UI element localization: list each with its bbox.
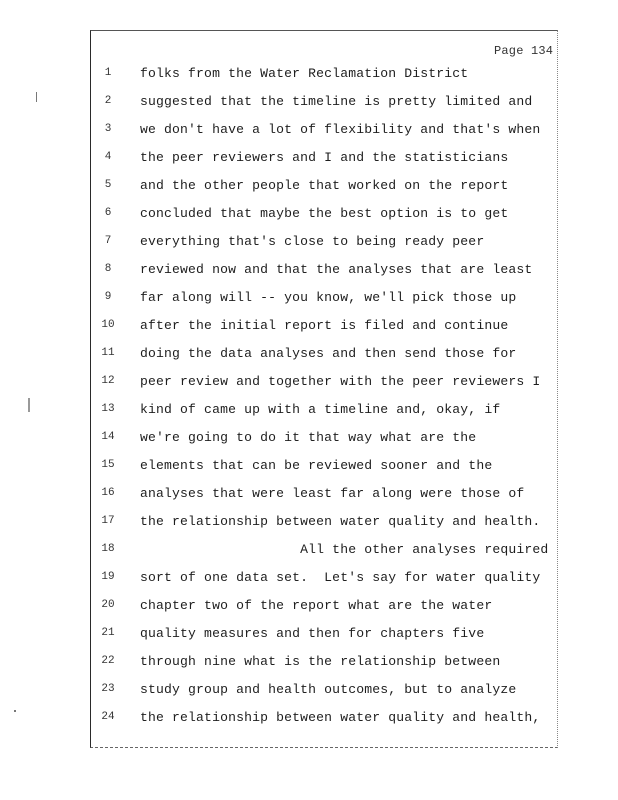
line-number: 19 (101, 571, 115, 583)
line-text: through nine what is the relationship between (140, 654, 501, 669)
line-number: 15 (101, 459, 115, 471)
line-number: 12 (101, 375, 115, 387)
line-text: folks from the Water Reclamation District (140, 66, 469, 81)
line-text: the relationship between water quality and health, (140, 710, 541, 725)
line-text: after the initial report is filed and continue (140, 318, 509, 333)
line-number: 17 (101, 515, 115, 527)
line-number: 11 (101, 347, 115, 359)
line-number: 23 (101, 683, 115, 695)
line-text: sort of one data set. Let's say for water quality (140, 570, 541, 585)
line-number: 21 (101, 627, 115, 639)
line-number: 10 (101, 319, 115, 331)
line-text: reviewed now and that the analyses that are least (140, 262, 533, 277)
line-number: 18 (101, 543, 115, 555)
page-number: Page 134 (494, 44, 554, 58)
line-text: everything that's close to being ready peer (140, 234, 485, 249)
line-text: we're going to do it that way what are the (140, 430, 477, 445)
line-number: 5 (104, 179, 112, 191)
line-text: chapter two of the report what are the water (140, 598, 493, 613)
line-text: the relationship between water quality and health. (140, 514, 541, 529)
scan-mark (14, 710, 16, 712)
line-number: 7 (104, 235, 112, 247)
line-number: 1 (104, 67, 112, 79)
scan-mark (36, 92, 37, 102)
line-number: 20 (101, 599, 115, 611)
line-text: analyses that were least far along were those of (140, 486, 525, 501)
line-text: we don't have a lot of flexibility and that's when (140, 122, 541, 137)
line-text: study group and health outcomes, but to analyze (140, 682, 517, 697)
line-number: 14 (101, 431, 115, 443)
line-number: 24 (101, 711, 115, 723)
line-number: 9 (104, 291, 112, 303)
line-text: kind of came up with a timeline and, okay, if (140, 402, 501, 417)
line-number: 16 (101, 487, 115, 499)
line-text: and the other people that worked on the report (140, 178, 509, 193)
line-text: quality measures and then for chapters five (140, 626, 485, 641)
line-text: concluded that maybe the best option is to get (140, 206, 509, 221)
line-number: 8 (104, 263, 112, 275)
line-text: far along will -- you know, we'll pick those up (140, 290, 517, 305)
line-text: the peer reviewers and I and the statisticians (140, 150, 509, 165)
line-number: 3 (104, 123, 112, 135)
line-text: doing the data analyses and then send those for (140, 346, 517, 361)
line-text: elements that can be reviewed sooner and the (140, 458, 493, 473)
line-number: 22 (101, 655, 115, 667)
line-text: peer review and together with the peer reviewers I (140, 374, 541, 389)
line-number: 6 (104, 207, 112, 219)
scan-mark (28, 398, 30, 412)
line-number: 2 (104, 95, 112, 107)
line-number: 4 (104, 151, 112, 163)
line-number: 13 (101, 403, 115, 415)
line-text: suggested that the timeline is pretty limited and (140, 94, 533, 109)
line-text: All the other analyses required (140, 542, 549, 557)
